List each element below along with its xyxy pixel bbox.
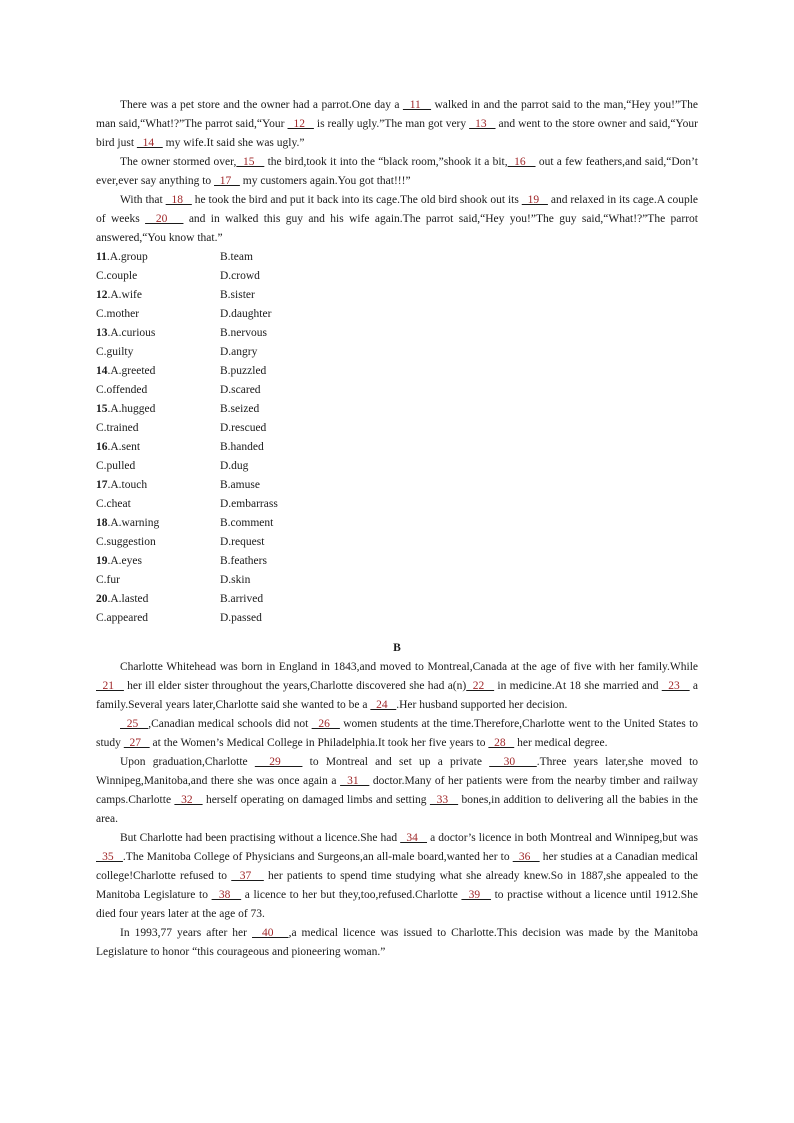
question-16-row-2 — [96, 457, 698, 476]
paragraph — [96, 96, 698, 153]
text-segment: a doctor’s licence in both Montreal and Winnipeg,but was — [427, 832, 699, 844]
text-segment: to Montreal and set up a private — [302, 756, 490, 768]
blank-14: 14 — [136, 137, 163, 149]
blank-36: 36 — [512, 851, 540, 863]
question-number-dot: . — [106, 251, 110, 263]
text-segment: my wife.It said she was ugly.” — [162, 137, 305, 149]
paragraph — [96, 191, 698, 248]
blank-21: 21 — [96, 680, 124, 692]
blank-33: 33 — [429, 794, 459, 806]
option-b[interactable]: B.feathers — [220, 555, 267, 567]
blank-20: 20 — [145, 213, 184, 225]
question-16-row-1 — [96, 438, 698, 457]
text-segment: my customers again.You got that!!!” — [239, 175, 411, 187]
option-cell — [96, 324, 220, 343]
question-14-row-1 — [96, 362, 698, 381]
text-segment: bones,in addition to delivering all the babies in the area. — [96, 794, 699, 825]
question-13-row-1 — [96, 324, 698, 343]
blank-16: 16 — [507, 156, 536, 168]
blank-32: 32 — [174, 794, 203, 806]
option-a[interactable]: A.sent — [110, 441, 141, 453]
question-number: 19 — [96, 555, 108, 567]
option-a[interactable]: A.group — [109, 251, 148, 263]
option-b[interactable]: B.arrived — [220, 593, 264, 605]
option-d[interactable]: D.request — [220, 536, 265, 548]
text-segment: .Her husband supported her decision. — [396, 699, 568, 711]
question-11-row-1 — [96, 248, 698, 267]
text-segment: With that — [120, 194, 166, 206]
blank-30: 30 — [489, 756, 537, 768]
question-number-dot: . — [107, 517, 111, 529]
option-c[interactable]: C.couple — [96, 270, 138, 282]
text-segment: doctor.Many of her patients were from the nearby timber and railway camps.Charlotte — [96, 775, 698, 806]
text-segment: .The Manitoba College of Physicians and Surgeons,an all-male board,wanted her to — [122, 851, 513, 863]
text-segment: her ill elder sister throughout the years,Charlotte discovered she had a(n) — [123, 680, 467, 692]
blank-27: 27 — [123, 737, 150, 749]
question-number: 15 — [96, 403, 108, 415]
blank-38: 38 — [211, 889, 242, 901]
blank-18: 18 — [165, 194, 192, 206]
text-segment: and relaxed in its cage.A couple of weeks — [96, 194, 699, 225]
blank-40: 40 — [252, 927, 289, 939]
option-c[interactable]: C.cheat — [96, 498, 131, 510]
text-segment: There was a pet store and the owner had a parrot.One day a — [120, 99, 403, 111]
text-segment: a licence to her but they,too,refused.Charlotte — [241, 889, 462, 901]
blank-11: 11 — [402, 99, 432, 111]
text-segment: her medical degree. — [514, 737, 608, 749]
blank-17: 17 — [214, 175, 240, 187]
option-c[interactable]: C.trained — [96, 422, 139, 434]
question-number: 13 — [96, 327, 108, 339]
question-number-dot: . — [107, 327, 111, 339]
question-12-row-2 — [96, 305, 698, 324]
question-number: 12 — [96, 289, 108, 301]
option-a[interactable]: A.hugged — [110, 403, 156, 415]
option-cell — [96, 590, 220, 609]
paragraph — [96, 924, 698, 962]
blank-34: 34 — [400, 832, 428, 844]
passage-a — [96, 96, 698, 248]
question-number: 17 — [96, 479, 108, 491]
section-b-heading: B — [393, 642, 401, 654]
option-d[interactable]: D.dug — [220, 460, 249, 472]
option-c[interactable]: C.mother — [96, 308, 140, 320]
question-20-row-1 — [96, 590, 698, 609]
text-segment: out a few feathers,and said,“Don’t ever,ever say anything to — [96, 156, 698, 187]
option-c[interactable]: C.pulled — [96, 460, 136, 472]
option-d[interactable]: D.daughter — [220, 308, 272, 320]
blank-24: 24 — [370, 699, 397, 711]
option-c[interactable]: C.fur — [96, 574, 120, 586]
question-15-row-2 — [96, 419, 698, 438]
blank-28: 28 — [488, 737, 515, 749]
blank-22: 22 — [466, 680, 495, 692]
option-b[interactable]: B.puzzled — [220, 365, 267, 377]
text-segment: is really ugly.”The man got very — [313, 118, 470, 130]
question-number: 18 — [96, 517, 108, 529]
option-cell — [96, 476, 220, 495]
blank-19: 19 — [521, 194, 548, 206]
question-15-row-1 — [96, 400, 698, 419]
blank-39: 39 — [461, 889, 491, 901]
blank-25: 25 — [120, 718, 149, 730]
option-b[interactable]: B.nervous — [220, 327, 267, 339]
option-cell — [96, 400, 220, 419]
question-19-row-1 — [96, 552, 698, 571]
option-d[interactable]: D.scared — [220, 384, 261, 396]
blank-31: 31 — [340, 775, 370, 787]
blank-37: 37 — [231, 870, 264, 882]
text-segment: he took the bird and put it back into its cage.The old bird shook out its — [191, 194, 522, 206]
option-cell — [96, 248, 220, 267]
paragraph — [96, 753, 698, 829]
question-19-row-2 — [96, 571, 698, 590]
option-cell — [96, 438, 220, 457]
option-d[interactable]: D.passed — [220, 612, 262, 624]
option-a[interactable]: A.eyes — [110, 555, 142, 567]
paragraph — [96, 658, 698, 715]
option-a[interactable]: A.warning — [110, 517, 160, 529]
question-number-dot: . — [107, 555, 111, 567]
text-segment: herself operating on damaged limbs and setting — [202, 794, 430, 806]
option-d[interactable]: D.crowd — [220, 270, 260, 282]
question-20-row-2 — [96, 609, 698, 628]
option-cell — [96, 552, 220, 571]
blank-13: 13 — [469, 118, 496, 130]
passage-b — [96, 658, 698, 962]
question-17-row-2 — [96, 495, 698, 514]
question-17-row-1 — [96, 476, 698, 495]
option-a[interactable]: A.curious — [110, 327, 156, 339]
question-number-dot: . — [107, 593, 111, 605]
text-segment: at the Women’s Medical College in Philadelphia.It took her five years to — [149, 737, 489, 749]
paragraph — [96, 829, 698, 924]
text-segment: ,Canadian medical schools did not — [148, 718, 312, 730]
text-segment: ,a medical licence was issued to Charlotte.This decision was made by the Manitoba Legislature to honor “this courageous and pioneering woman.” — [96, 927, 699, 958]
blank-15: 15 — [236, 156, 265, 168]
question-number: 14 — [96, 365, 108, 377]
question-11-row-2 — [96, 267, 698, 286]
question-number-dot: . — [107, 289, 111, 301]
blank-29: 29 — [254, 756, 303, 768]
option-c[interactable]: C.suggestion — [96, 536, 156, 548]
question-number-dot: . — [107, 441, 111, 453]
text-segment: .Three years later,she moved to Winnipeg,Manitoba,and there she was once again a — [96, 756, 699, 787]
option-b[interactable]: B.team — [220, 251, 253, 263]
text-segment: her patients to spend time studying what she already knew.So in 1887,she appealed to the Manitoba Legislature to — [96, 870, 699, 901]
text-segment: and in walked this guy and his wife again.The parrot said,“Hey you!”The guy said,“What!?”The parrot answered,“You know that.” — [96, 213, 699, 244]
option-d[interactable]: D.skin — [220, 574, 251, 586]
question-13-row-2 — [96, 343, 698, 362]
text-segment: In 1993,77 years after her — [120, 927, 253, 939]
exam-page — [96, 96, 698, 962]
option-c[interactable]: C.guilty — [96, 346, 134, 358]
blank-35: 35 — [96, 851, 123, 863]
text-segment: a family.Several years later,Charlotte said she wanted to be a — [96, 680, 699, 711]
question-14-row-2 — [96, 381, 698, 400]
option-b[interactable]: B.handed — [220, 441, 264, 453]
blank-26: 26 — [311, 718, 340, 730]
question-number: 11 — [96, 251, 107, 263]
option-a[interactable]: A.lasted — [110, 593, 149, 605]
text-segment: Charlotte Whitehead was born in England in 1843,and moved to Montreal,Canada at the age of five with her family.While — [120, 661, 698, 673]
option-a[interactable]: A.wife — [110, 289, 142, 301]
question-number-dot: . — [107, 403, 111, 415]
text-segment: women students at the time.Therefore,Charlotte went to the United States to study — [96, 718, 699, 749]
text-segment: Upon graduation,Charlotte — [120, 756, 255, 768]
option-d[interactable]: D.angry — [220, 346, 258, 358]
text-segment: and went to the store owner and said,“Your bird just — [96, 118, 698, 149]
text-segment: walked in and the parrot said to the man,“Hey you!”The man said,“What!?”The parrot said,“Your — [96, 99, 698, 130]
option-d[interactable]: D.rescued — [220, 422, 267, 434]
question-12-row-1 — [96, 286, 698, 305]
question-18-row-2 — [96, 533, 698, 552]
option-b[interactable]: B.seized — [220, 403, 260, 415]
question-18-row-1 — [96, 514, 698, 533]
option-a[interactable]: A.touch — [110, 479, 148, 491]
text-segment: But Charlotte had been practising without a licence.She had — [120, 832, 401, 844]
question-number: 16 — [96, 441, 108, 453]
question-number-dot: . — [107, 365, 111, 377]
option-cell — [96, 514, 220, 533]
option-cell — [96, 362, 220, 381]
option-a[interactable]: A.greeted — [110, 365, 156, 377]
paragraph — [96, 715, 698, 753]
text-segment: The owner stormed over, — [120, 156, 237, 168]
text-segment: her studies at a Canadian medical college!Charlotte refused to — [96, 851, 699, 882]
option-c[interactable]: C.appeared — [96, 612, 149, 624]
option-d[interactable]: D.embarrass — [220, 498, 278, 510]
option-b[interactable]: B.comment — [220, 517, 274, 529]
blank-23: 23 — [661, 680, 690, 692]
options-list — [96, 248, 698, 628]
text-segment: in medicine.At 18 she married and — [494, 680, 662, 692]
text-segment: the bird,took it into the “black room,”shook it a bit, — [264, 156, 508, 168]
option-b[interactable]: B.amuse — [220, 479, 260, 491]
question-number-dot: . — [107, 479, 111, 491]
option-b[interactable]: B.sister — [220, 289, 255, 301]
option-c[interactable]: C.offended — [96, 384, 148, 396]
text-segment: to practise without a licence until 1912.She died four years later at the age of 73. — [96, 889, 699, 920]
option-cell — [96, 286, 220, 305]
blank-12: 12 — [287, 118, 314, 130]
paragraph — [96, 153, 698, 191]
question-number: 20 — [96, 593, 108, 605]
